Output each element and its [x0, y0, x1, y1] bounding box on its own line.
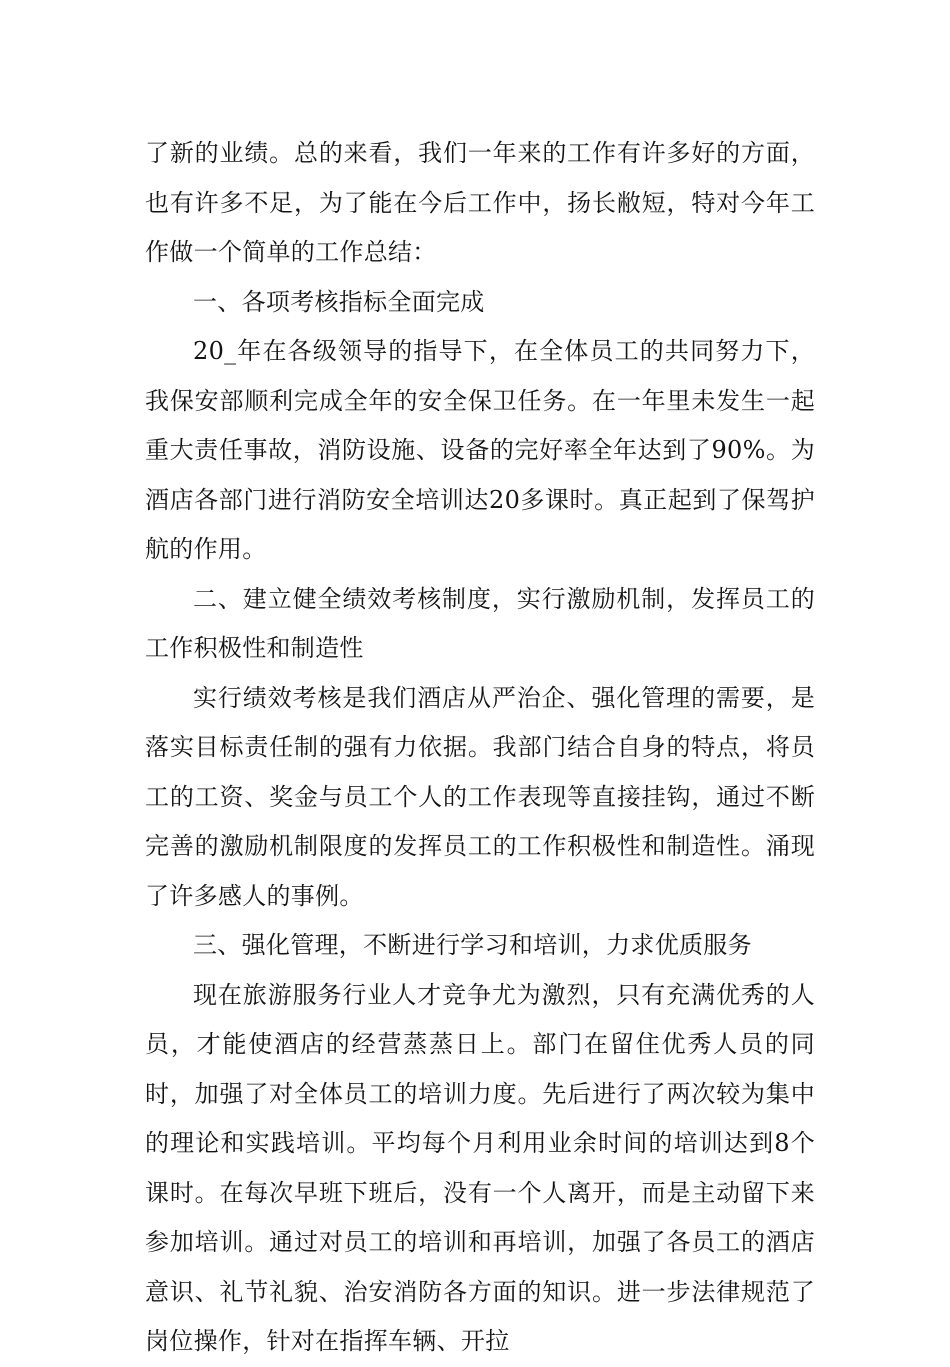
- section-heading-3: 三、强化管理，不断进行学习和培训，力求优质服务: [193, 931, 752, 959]
- section-heading-1: 一、各项考核指标全面完成: [193, 287, 485, 316]
- paragraph-intro: 了新的业绩。总的来看，我们一年来的工作有许多好的方面，也有许多不足，为了能在今后工作中，扬长敝短，特对今年工作做一个简单的工作总结：: [145, 139, 815, 266]
- paragraph-section-1: 20_年在各级领导的指导下，在全体员工的共同努力下，我保安部顺利完成全年的安全保卫任务。在一年里未发生一起重大责任事故，消防设施、设备的完好率全年达到了90%。为酒店各部门进行消防安全培训达20多课时。真正起到了保驾护航的作用。: [145, 337, 815, 563]
- document-body: [145, 129, 815, 1367]
- section-heading-2: 二、建立健全绩效考核制度，实行激励机制，发挥员工的工作积极性和制造性: [145, 584, 815, 662]
- paragraph-section-2: 实行绩效考核是我们酒店从严治企、强化管理的需要，是落实目标责任制的强有力依据。我部门结合自身的特点，将员工的工资、奖金与员工个人的工作表现等直接挂钩，通过不断完善的激励机制限度的发挥员工的工作积极性和制造性。涌现了许多感人的事例。: [145, 683, 815, 910]
- paragraph-section-3: 现在旅游服务行业人才竞争尤为激烈，只有充满优秀的人员，才能使酒店的经营蒸蒸日上。部门在留住优秀人员的同时，加强了对全体员工的培训力度。先后进行了两次较为集中的理论和实践培训。平均每个月利用业余时间的培训达到8个课时。在每次早班下班后，没有一个人离开，而是主动留下来参加培训。通过对员工的培训和再培训，加强了各员工的酒店意识、礼节礼貌、治安消防各方面的知识。进一步法律规范了岗位操作，针对在指挥车辆、开拉: [145, 980, 815, 1355]
